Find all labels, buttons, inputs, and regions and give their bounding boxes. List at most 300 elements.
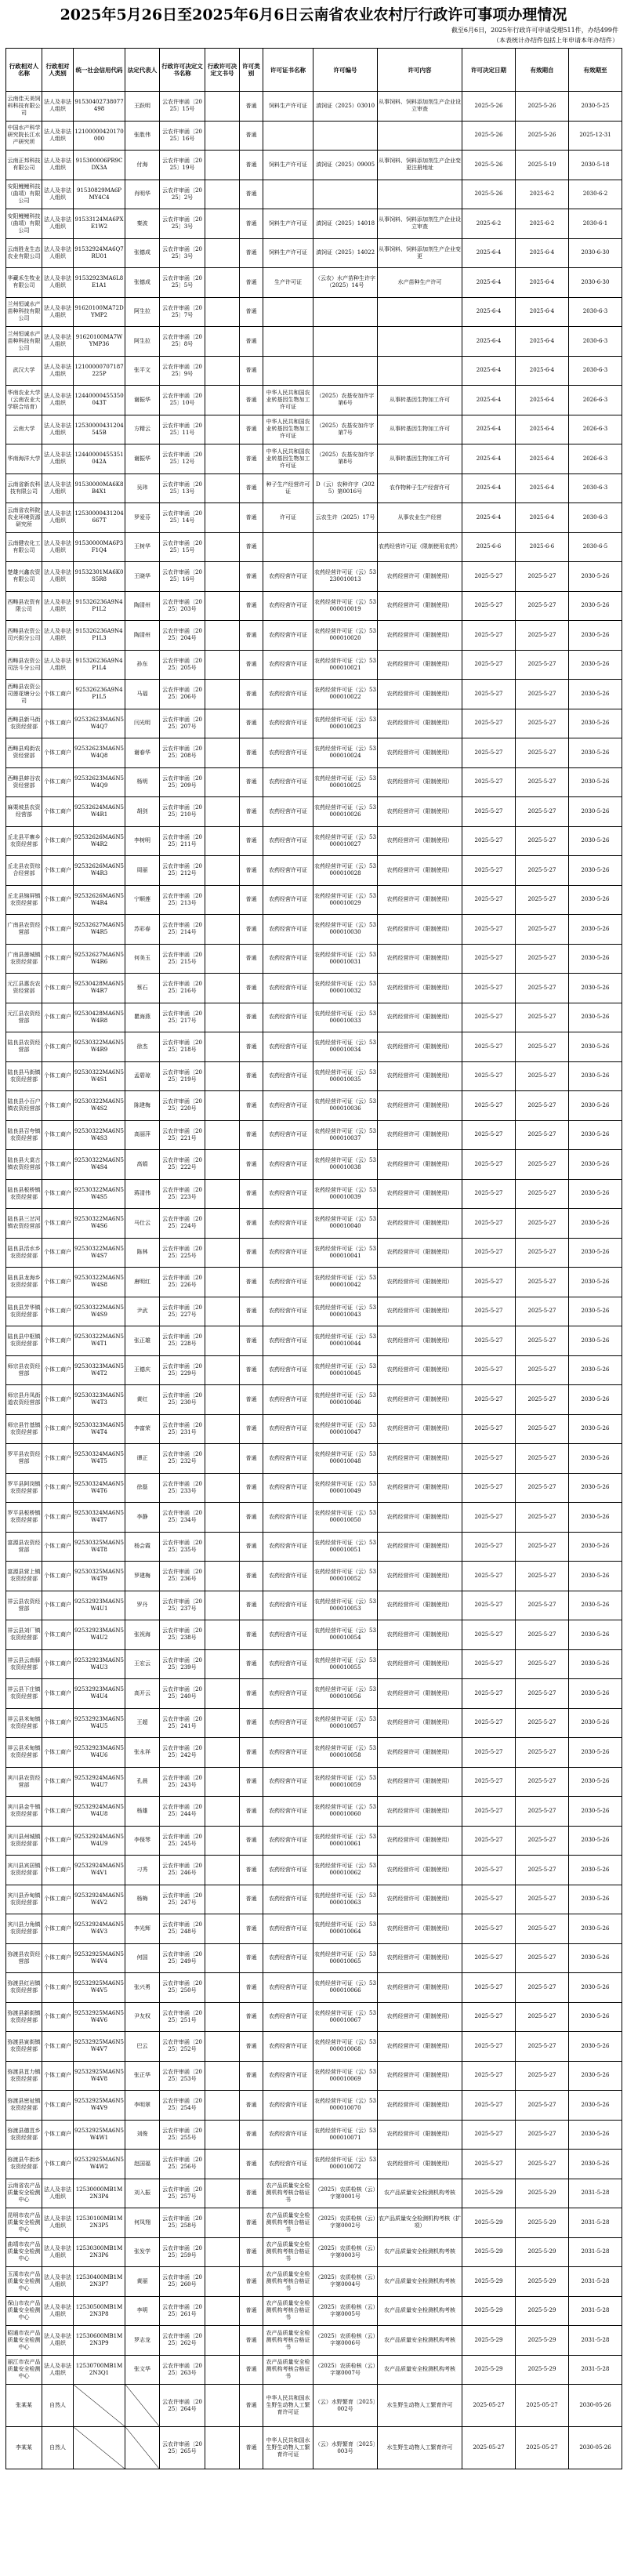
table-cell: 2025-5-27 — [462, 738, 516, 768]
table-cell: 农药经营许可（限制使用） — [378, 591, 462, 621]
column-header: 许可决定日期 — [462, 49, 516, 92]
table-cell: 2030-5-26 — [569, 1120, 622, 1150]
table-cell: 2025-5-29 — [462, 2179, 516, 2208]
table-cell: 农药经营许可（限制使用） — [378, 1150, 462, 1180]
table-cell: 个体工商户 — [42, 1268, 74, 1297]
table-cell: 2025-6-4 — [516, 415, 569, 444]
table-cell — [205, 974, 240, 1003]
table-cell — [205, 2208, 240, 2238]
table-cell: 法人及非法人组织 — [42, 503, 74, 533]
table-cell: 从事饲料、饲料添加剂生产企业设立审查 — [378, 92, 462, 122]
table-cell: 个体工商户 — [42, 1120, 74, 1150]
table-cell — [205, 1679, 240, 1709]
table-cell: 2030-5-26 — [569, 1914, 622, 1944]
table-cell: 普通 — [240, 1620, 263, 1650]
table-cell: 农药经营许可证 — [263, 562, 314, 592]
table-cell: 农药经营许可（限制使用） — [378, 1061, 462, 1091]
table-cell: 云农许审函〔2025〕213号 — [160, 885, 205, 915]
table-cell — [205, 92, 240, 122]
table-row — [6, 1914, 622, 1944]
table-cell — [205, 944, 240, 974]
table-cell: 2030-5-26 — [569, 1532, 622, 1562]
table-cell: 个体工商户 — [42, 1444, 74, 1474]
table-cell: 云农许审函〔2025〕15号 — [160, 92, 205, 122]
table-cell: 陶清州 — [125, 621, 160, 651]
table-cell — [205, 121, 240, 151]
table-cell: 法人及非法人组织 — [42, 268, 74, 298]
table-cell: 肖明华 — [125, 180, 160, 209]
table-cell: 农药经营许可证（云）53000010062 — [314, 1856, 378, 1885]
table-cell: 云南省农科院农业环境资源研究所 — [6, 503, 42, 533]
table-cell: 西畴县农资公司法斗分公司 — [6, 650, 42, 680]
table-cell: 92532626MA6N5W4R3 — [74, 856, 125, 886]
table-cell: 2030-5-26 — [569, 2091, 622, 2121]
table-cell: 云农许审函〔2025〕250号 — [160, 1973, 205, 2003]
table-cell: 农药经营许可（限制使用） — [378, 1355, 462, 1385]
table-cell: 2025-5-27 — [462, 1179, 516, 1209]
table-cell: 法人及非法人组织 — [42, 532, 74, 562]
table-cell: 2025-5-27 — [462, 709, 516, 738]
table-cell: 2030-5-26 — [569, 1973, 622, 2003]
table-row — [6, 1856, 622, 1885]
table-cell: 个体工商户 — [42, 1503, 74, 1533]
table-cell: 农药经营许可（限制使用） — [378, 562, 462, 592]
table-cell: 2025-5-27 — [516, 1032, 569, 1062]
table-cell: 云农许审函〔2025〕242号 — [160, 1738, 205, 1768]
table-cell: 云农许审函〔2025〕260号 — [160, 2267, 205, 2297]
table-cell: 华藏禾生牧业有限公司 — [6, 268, 42, 298]
table-cell: 丘北县平寨乡农资经营部 — [6, 826, 42, 856]
table-cell: 云农许审函〔2025〕16号 — [160, 121, 205, 151]
table-cell: 农药经营许可（限制使用） — [378, 1444, 462, 1474]
table-cell: 2025-5-27 — [516, 1091, 569, 1121]
table-cell — [205, 1032, 240, 1062]
table-cell: 2025-6-2 — [462, 209, 516, 239]
table-cell: 2025-5-27 — [462, 1355, 516, 1385]
table-cell: 个体工商户 — [42, 709, 74, 738]
table-cell: 西畴县农资公司莲花塘分公司 — [6, 680, 42, 709]
table-cell: 2025-5-27 — [462, 1238, 516, 1268]
table-cell: 农药经营许可证（云）53000010067 — [314, 2002, 378, 2032]
table-cell: （云）水野繁育〔2025〕002号 — [314, 2385, 378, 2427]
table-cell: 个体工商户 — [42, 767, 74, 797]
table-cell: 2030-5-26 — [569, 2120, 622, 2150]
table-cell: 2025-5-27 — [462, 1679, 516, 1709]
table-cell: 2030-5-26 — [569, 1738, 622, 1768]
table-cell: 从事转基因生物加工许可 — [378, 386, 462, 415]
table-cell: 92530323MA6N5W4T4 — [74, 1414, 125, 1444]
table-cell: 普通 — [240, 1268, 263, 1297]
table-cell: 92532626MA6N5W4R4 — [74, 885, 125, 915]
table-cell — [205, 1649, 240, 1679]
table-cell: 2030-6-1 — [569, 209, 622, 239]
table-row — [6, 2427, 622, 2469]
table-cell: 农药经营许可证 — [263, 1973, 314, 2003]
column-header: 许可编号 — [314, 49, 378, 92]
table-row — [6, 2120, 622, 2150]
table-cell: 从事饲料、饲料添加剂生产企业变更 — [378, 238, 462, 268]
table-cell: 农药经营许可证（云）53000010039 — [314, 1179, 378, 1209]
table-cell: 2025-05-27 — [462, 2427, 516, 2469]
table-cell: 农药经营许可证（云）53000010063 — [314, 1885, 378, 1914]
table-cell: 个体工商户 — [42, 885, 74, 915]
table-cell: 张兴勇 — [125, 1973, 160, 2003]
table-cell: 农药经营许可证（云）53000010053 — [314, 1591, 378, 1620]
table-cell — [378, 297, 462, 327]
permit-table — [5, 48, 622, 2469]
table-cell: 法人及非法人组织 — [42, 650, 74, 680]
table-cell: 农药经营许可证（云）53000010051 — [314, 1532, 378, 1562]
table-cell: 农药经营许可（限制使用） — [378, 1532, 462, 1562]
table-cell — [205, 1091, 240, 1121]
table-cell: 2025-5-27 — [516, 2032, 569, 2062]
table-cell: 农药经营许可证 — [263, 1767, 314, 1797]
table-cell: 2025-5-27 — [516, 1268, 569, 1297]
table-cell: 弥渡县牛街乡农资经营部 — [6, 2150, 42, 2179]
table-cell: 2031-5-28 — [569, 2237, 622, 2267]
table-cell: 个体工商户 — [42, 1856, 74, 1885]
table-cell: 普通 — [240, 1150, 263, 1180]
table-cell: 2025-5-27 — [462, 621, 516, 651]
table-cell: 华南海洋大学 — [6, 444, 42, 474]
table-cell — [205, 738, 240, 768]
table-row — [6, 1649, 622, 1679]
table-cell: 农药经营许可证（云）53000010019 — [314, 591, 378, 621]
table-cell: 个体工商户 — [42, 1620, 74, 1650]
table-cell: 滇饲证（2025）03010 — [314, 92, 378, 122]
table-cell: 云农许审函〔2025〕220号 — [160, 1091, 205, 1121]
table-cell: 安阳鲤鲤科技（曲靖）有限公司 — [6, 180, 42, 209]
table-cell: 从事转基因生物加工许可 — [378, 444, 462, 474]
table-cell: 2025-6-2 — [516, 209, 569, 239]
table-cell: 个体工商户 — [42, 797, 74, 827]
table-cell — [205, 1738, 240, 1768]
table-cell: 普通 — [240, 92, 263, 122]
column-header: 统一社会信用代码 — [74, 49, 125, 92]
table-cell — [205, 1473, 240, 1503]
table-cell: 普通 — [240, 1179, 263, 1209]
table-cell: 农药经营许可证 — [263, 1150, 314, 1180]
table-cell: 中华人民共和国水生野生动物人工繁育许可证 — [263, 2385, 314, 2427]
table-cell: 云农许审函〔2025〕253号 — [160, 2061, 205, 2091]
table-cell: 农药经营许可证（云）53000010066 — [314, 1973, 378, 2003]
table-cell: 2025-5-27 — [462, 1591, 516, 1620]
table-cell: 普通 — [240, 415, 263, 444]
table-cell: 普通 — [240, 974, 263, 1003]
table-cell: 丽江市农产品质量安全检测中心 — [6, 2355, 42, 2385]
table-cell: 许可证 — [263, 503, 314, 533]
table-cell — [205, 473, 240, 503]
table-cell: 云农许审函〔2025〕16号 — [160, 562, 205, 592]
table-cell: 12440000455350043T — [74, 386, 125, 415]
table-cell: 张发学 — [125, 2237, 160, 2267]
table-cell: 2025-5-27 — [516, 1179, 569, 1209]
table-row — [6, 797, 622, 827]
table-cell: 农药经营许可（限制使用） — [378, 1238, 462, 1268]
table-cell: 巴云 — [125, 2032, 160, 2062]
table-cell: 普通 — [240, 885, 263, 915]
table-cell: 2025-5-27 — [462, 1767, 516, 1797]
table-cell — [314, 297, 378, 327]
table-cell — [205, 1326, 240, 1356]
table-cell: 普通 — [240, 386, 263, 415]
table-cell: 高开云 — [125, 1679, 160, 1709]
table-cell: 农药经营许可证 — [263, 1061, 314, 1091]
table-cell: 2025-6-6 — [516, 532, 569, 562]
table-cell: 普通 — [240, 2267, 263, 2297]
table-cell — [205, 2427, 240, 2469]
table-cell — [74, 2385, 125, 2427]
table-cell: 92532924MA6N5W4V3 — [74, 1914, 125, 1944]
table-cell: 92532627MA6N5W4R6 — [74, 944, 125, 974]
table-cell: 2025-5-27 — [516, 1914, 569, 1944]
table-cell: 农药经营许可（限制使用） — [378, 797, 462, 827]
table-cell: 92532923MA6N5W4U2 — [74, 1620, 125, 1650]
table-cell — [378, 180, 462, 209]
table-cell: 2030-5-26 — [569, 680, 622, 709]
table-cell: 云农许审函〔2025〕257号 — [160, 2179, 205, 2208]
table-cell: 云农许审函〔2025〕13号 — [160, 473, 205, 503]
table-cell: 农药经营许可证 — [263, 915, 314, 945]
table-cell: 农药经营许可证 — [263, 1268, 314, 1297]
table-cell — [205, 1414, 240, 1444]
table-cell: 915326236A9N4P1L4 — [74, 650, 125, 680]
column-header: 行政许可决定文书号 — [205, 49, 240, 92]
table-row — [6, 1826, 622, 1856]
table-cell — [205, 1444, 240, 1474]
table-cell: 2031-5-28 — [569, 2179, 622, 2208]
table-row — [6, 1091, 622, 1121]
table-cell: 元江县惠农农资经营部 — [6, 974, 42, 1003]
table-cell: 云农许审函〔2025〕210号 — [160, 797, 205, 827]
table-cell: 何国 — [125, 1943, 160, 1973]
table-cell: 12530000431204667T — [74, 503, 125, 533]
table-cell — [205, 444, 240, 474]
table-cell: 宾川县州城镇农资经营部 — [6, 1826, 42, 1856]
table-cell: 农药经营许可证 — [263, 1885, 314, 1914]
table-cell: 云农许审函〔2025〕229号 — [160, 1355, 205, 1385]
table-cell: 2025-5-29 — [516, 2237, 569, 2267]
table-cell: 普通 — [240, 650, 263, 680]
table-cell: 云农许审函〔2025〕217号 — [160, 1003, 205, 1032]
table-cell: 农药经营许可证（云）53000010068 — [314, 2032, 378, 2062]
table-cell: 2025-5-27 — [462, 2002, 516, 2032]
table-cell: 2030-05-26 — [569, 2427, 622, 2469]
table-cell: 2025-5-27 — [462, 826, 516, 856]
table-cell: 法人及非法人组织 — [42, 562, 74, 592]
table-cell: 2025-5-27 — [462, 1649, 516, 1679]
table-cell: 个体工商户 — [42, 1943, 74, 1973]
table-row — [6, 2061, 622, 2091]
table-cell: 农药经营许可证 — [263, 1591, 314, 1620]
table-cell: 农药经营许可（限制使用） — [378, 1649, 462, 1679]
table-cell: 普通 — [240, 1473, 263, 1503]
table-cell: 2030-5-26 — [569, 767, 622, 797]
table-cell: 92530322MA6N5W4S3 — [74, 1120, 125, 1150]
table-cell: 2025-5-27 — [516, 1708, 569, 1738]
table-cell: 农药经营许可证（云）53000010054 — [314, 1620, 378, 1650]
table-cell: 云农许审函〔2025〕244号 — [160, 1797, 205, 1827]
table-cell: 农药经营许可证（云）53000010056 — [314, 1679, 378, 1709]
table-cell: 罗志龙 — [125, 2326, 160, 2356]
table-cell: 普通 — [240, 1826, 263, 1856]
table-cell: 92532923MA6N5W4U6 — [74, 1738, 125, 1768]
table-cell: 云农许审函〔2025〕254号 — [160, 2091, 205, 2121]
table-cell: 李保琴 — [125, 1826, 160, 1856]
table-cell — [205, 2002, 240, 2032]
table-cell — [205, 885, 240, 915]
table-row — [6, 2355, 622, 2385]
table-cell: 农药经营许可证（云）53000010028 — [314, 856, 378, 886]
table-cell: 农药经营许可证（云）53000010034 — [314, 1032, 378, 1062]
table-cell: 云农许审函〔2025〕237号 — [160, 1591, 205, 1620]
table-cell: 张平文 — [125, 356, 160, 386]
table-cell: 普通 — [240, 1591, 263, 1620]
table-cell — [263, 356, 314, 386]
table-cell: 2025-5-27 — [462, 1061, 516, 1091]
table-cell: 云农许审函〔2025〕227号 — [160, 1297, 205, 1326]
table-cell: 农药经营许可证 — [263, 767, 314, 797]
table-cell: 云农生许（2025）17号 — [314, 503, 378, 533]
table-cell: 2025-05-27 — [462, 2385, 516, 2427]
table-cell: 普通 — [240, 797, 263, 827]
summary-line: 截至6月6日，2025年行政许可申请受理511件，办结499件 — [451, 27, 618, 34]
table-cell: 2030-6-2 — [569, 180, 622, 209]
table-cell: 罗建梅 — [125, 1562, 160, 1591]
table-cell — [205, 650, 240, 680]
table-cell: 何凤翔 — [125, 2208, 160, 2238]
table-cell: 个体工商户 — [42, 2120, 74, 2150]
table-cell: 农药经营许可证 — [263, 591, 314, 621]
table-cell: 唐明红 — [125, 1268, 160, 1297]
table-row — [6, 1268, 622, 1297]
table-cell: 云农许审函〔2025〕240号 — [160, 1679, 205, 1709]
table-cell: 张正华 — [125, 2061, 160, 2091]
table-row — [6, 503, 622, 533]
table-cell: 92532925MA6N5W4W1 — [74, 2120, 125, 2150]
table-cell: 2030-5-26 — [569, 1826, 622, 1856]
table-cell: 云农许审函〔2025〕247号 — [160, 1885, 205, 1914]
table-cell: 谢振华 — [125, 386, 160, 415]
table-cell: 2025-5-27 — [516, 797, 569, 827]
table-cell: 2025-6-4 — [462, 415, 516, 444]
table-cell: 农药经营许可（限制使用） — [378, 915, 462, 945]
table-cell: 2025-5-27 — [516, 1885, 569, 1914]
table-cell: 农药经营许可证 — [263, 1355, 314, 1385]
table-cell: （2025）农质检核（云）字第0002号 — [314, 2208, 378, 2238]
table-cell: 陶清州 — [125, 591, 160, 621]
table-cell: 2031-5-28 — [569, 2267, 622, 2297]
table-cell: 2025-5-27 — [462, 856, 516, 886]
table-cell: 云农许审函〔2025〕234号 — [160, 1503, 205, 1533]
table-cell: 2025-6-4 — [516, 268, 569, 298]
table-cell: 农药经营许可证（云）53000010040 — [314, 1209, 378, 1239]
table-cell: 云农许审函〔2025〕19号 — [160, 151, 205, 180]
table-cell: 农药经营许可证（云）53000010032 — [314, 974, 378, 1003]
table-cell: 2025-6-4 — [516, 473, 569, 503]
table-cell: 普通 — [240, 1003, 263, 1032]
table-cell: 云农许审函〔2025〕245号 — [160, 1826, 205, 1856]
table-cell — [205, 2061, 240, 2091]
table-row — [6, 2208, 622, 2238]
table-row — [6, 1003, 622, 1032]
table-cell — [205, 2385, 240, 2427]
table-cell: 2031-5-28 — [569, 2208, 622, 2238]
table-cell: 法人及非法人组织 — [42, 2267, 74, 2297]
table-cell: 云农许审函〔2025〕12号 — [160, 444, 205, 474]
table-cell: 2030-5-26 — [569, 1003, 622, 1032]
table-cell: 云南省新农科技有限公司 — [6, 473, 42, 503]
table-cell: 92530323MA6N5W4T2 — [74, 1355, 125, 1385]
table-cell: 饲料生产许可证 — [263, 209, 314, 239]
table-cell: 普通 — [240, 1061, 263, 1091]
table-cell: 师宗县丹凤街道农资经营部 — [6, 1385, 42, 1415]
table-cell: 农药经营许可证（云）53000010057 — [314, 1708, 378, 1738]
table-cell: 普通 — [240, 1444, 263, 1474]
table-cell: 2025-5-27 — [462, 1385, 516, 1415]
table-cell: 2026-6-3 — [569, 415, 622, 444]
table-cell: 王超 — [125, 1708, 160, 1738]
table-cell: 云农许审函〔2025〕209号 — [160, 767, 205, 797]
table-cell: 弥渡县苴力镇农资经营部 — [6, 2061, 42, 2091]
table-cell: 尹友权 — [125, 2002, 160, 2032]
column-header: 许可内容 — [378, 49, 462, 92]
table-cell: 2025-5-19 — [516, 151, 569, 180]
table-cell: 92532925MA6N5W4V7 — [74, 2032, 125, 2062]
table-cell: 2025-5-27 — [516, 1943, 569, 1973]
table-cell: 云农许审函〔2025〕14号 — [160, 503, 205, 533]
table-cell: 2025-6-4 — [462, 473, 516, 503]
table-cell: 元江县农资经营部 — [6, 1003, 42, 1032]
table-cell: 农药经营许可证 — [263, 1385, 314, 1415]
table-cell: 2025-5-27 — [462, 944, 516, 974]
table-cell: 法人及非法人组织 — [42, 356, 74, 386]
table-cell — [263, 327, 314, 357]
table-cell — [205, 2237, 240, 2267]
table-cell: 普通 — [240, 1679, 263, 1709]
table-cell — [125, 2427, 160, 2469]
table-cell: 祥云县禾甸镇农资经营部 — [6, 1738, 42, 1768]
table-row — [6, 2179, 622, 2208]
table-cell: 92530324MA6N5W4T7 — [74, 1503, 125, 1533]
table-cell: 楚雄兴鑫农资有限公司 — [6, 562, 42, 592]
table-cell: 农药经营许可证 — [263, 680, 314, 709]
table-cell: 2025-5-27 — [462, 680, 516, 709]
table-cell: 水生野生动物人工繁育许可 — [378, 2427, 462, 2469]
table-cell: 云农许审函〔2025〕204号 — [160, 621, 205, 651]
table-cell: 2025-5-29 — [462, 2208, 516, 2238]
table-cell: 广南县农资经营部 — [6, 915, 42, 945]
table-cell: 张某某 — [6, 2385, 42, 2427]
table-cell — [314, 180, 378, 209]
table-cell: 个体工商户 — [42, 856, 74, 886]
table-cell: 个体工商户 — [42, 1591, 74, 1620]
table-cell: 2025-5-27 — [516, 2002, 569, 2032]
table-cell: 普通 — [240, 944, 263, 974]
table-cell: 陆良县农资经营部 — [6, 1032, 42, 1062]
table-cell: 2025-5-27 — [462, 1620, 516, 1650]
table-cell: 生产许可证 — [263, 268, 314, 298]
table-row — [6, 1797, 622, 1827]
table-cell: 2031-5-28 — [569, 2355, 622, 2385]
table-cell: 农药经营许可（限制使用） — [378, 1003, 462, 1032]
table-cell: 云农许审函〔2025〕223号 — [160, 1179, 205, 1209]
table-cell: 中华人民共和国农业转基因生物加工许可证 — [263, 444, 314, 474]
table-cell: 2025-5-27 — [462, 1150, 516, 1180]
table-cell: 云农许审函〔2025〕221号 — [160, 1120, 205, 1150]
table-cell: 农产品质量安全检测机构考核合格证书 — [263, 2326, 314, 2356]
table-cell: （2025）农质检核（云）字第0001号 — [314, 2179, 378, 2208]
